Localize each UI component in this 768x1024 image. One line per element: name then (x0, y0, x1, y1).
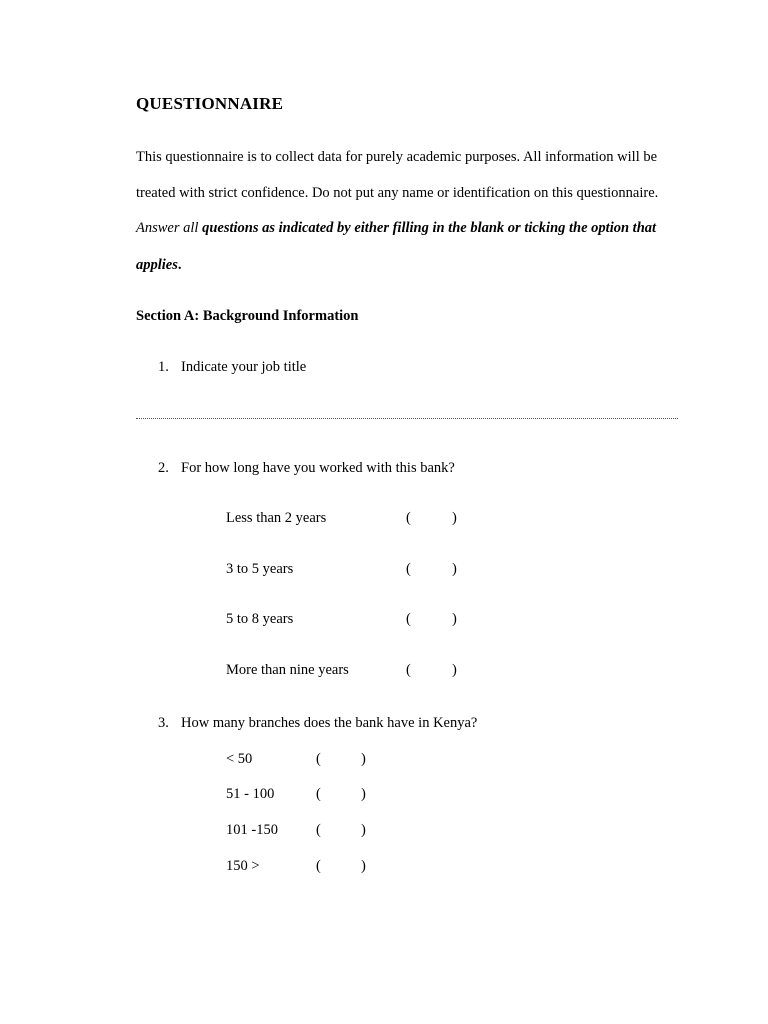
branches-checkbox-open[interactable]: ( (316, 786, 321, 802)
tenure-checkbox-close[interactable]: ) (452, 662, 457, 678)
branches-option-label: 101 -150 (226, 822, 278, 838)
intro-line-3 (136, 221, 656, 236)
page-title: QUESTIONNAIRE (136, 94, 284, 113)
tenure-checkbox-close[interactable]: ) (452, 561, 457, 577)
intro-period: . (177, 257, 182, 273)
section-a-heading: Section A: Background Information (136, 308, 359, 324)
tenure-checkbox-close[interactable]: ) (452, 510, 457, 526)
intro-bold-italic-end: applies (136, 257, 178, 273)
intro-line-4 (136, 258, 182, 273)
branches-checkbox-open[interactable]: ( (316, 858, 321, 874)
question-1-number: 1. (158, 359, 169, 375)
tenure-checkbox-open[interactable]: ( (406, 611, 411, 627)
tenure-checkbox-close[interactable]: ) (452, 611, 457, 627)
tenure-option-label: 5 to 8 years (226, 611, 294, 627)
branches-checkbox-close[interactable]: ) (361, 822, 366, 838)
tenure-checkbox-open[interactable]: ( (406, 510, 411, 526)
branches-checkbox-close[interactable]: ) (361, 751, 366, 767)
branches-option-label: < 50 (226, 751, 253, 767)
tenure-option-label: More than nine years (226, 662, 349, 678)
branches-checkbox-close[interactable]: ) (361, 786, 366, 802)
intro-line-1: This questionnaire is to collect data for purely academic purposes. All information will be (136, 149, 658, 165)
tenure-option-label: 3 to 5 years (226, 561, 294, 577)
question-3-number: 3. (158, 715, 169, 731)
question-2-text: For how long have you worked with this bank? (181, 460, 455, 476)
branches-checkbox-close[interactable]: ) (361, 858, 366, 874)
tenure-checkbox-open[interactable]: ( (406, 561, 411, 577)
branches-checkbox-open[interactable]: ( (316, 751, 321, 767)
branches-checkbox-open[interactable]: ( (316, 822, 321, 838)
question-1-text: Indicate your job title (181, 359, 307, 375)
job-title-answer-line[interactable] (136, 418, 678, 419)
intro-italic-text: Answer all (136, 220, 203, 236)
tenure-option-label: Less than 2 years (226, 510, 327, 526)
tenure-checkbox-open[interactable]: ( (406, 662, 411, 678)
question-3-text: How many branches does the bank have in Kenya? (181, 715, 478, 731)
question-2-number: 2. (158, 460, 169, 476)
intro-bold-italic-text: questions as indicated by either filling in the blank or ticking the option that (202, 220, 657, 236)
branches-option-label: 51 - 100 (226, 786, 275, 802)
branches-option-label: 150 > (226, 858, 260, 874)
intro-line-2: treated with strict confidence. Do not put any name or identification on this questionnaire. (136, 185, 659, 201)
